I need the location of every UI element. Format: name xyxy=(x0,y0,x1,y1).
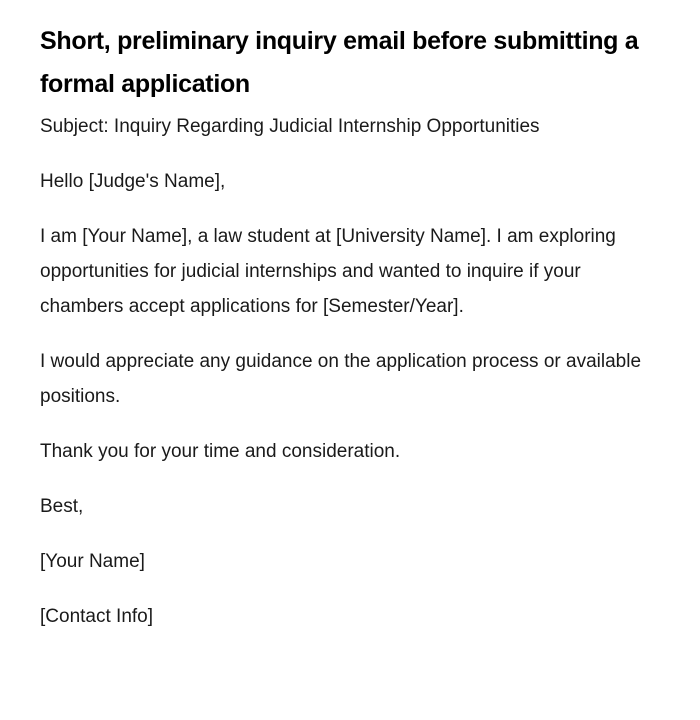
page-title: Short, preliminary inquiry email before submitting a formal application xyxy=(40,27,639,98)
email-closing: Best, xyxy=(40,496,84,517)
email-greeting: Hello [Judge's Name], xyxy=(40,171,226,192)
email-subject: Subject: Inquiry Regarding Judicial Internship Opportunities xyxy=(40,116,540,137)
email-signature-name: [Your Name] xyxy=(40,551,145,572)
email-paragraph-intro: I am [Your Name], a law student at [University Name]. I am exploring opportunities for judicial internships and wanted to inquire if your chambers accept applications for [Semester/Year]. xyxy=(40,226,616,317)
email-paragraph-request: I would appreciate any guidance on the application process or available positions. xyxy=(40,351,642,407)
email-signature-contact: [Contact Info] xyxy=(40,606,154,627)
email-body xyxy=(40,109,650,634)
email-paragraph-thanks: Thank you for your time and consideration. xyxy=(40,441,401,462)
